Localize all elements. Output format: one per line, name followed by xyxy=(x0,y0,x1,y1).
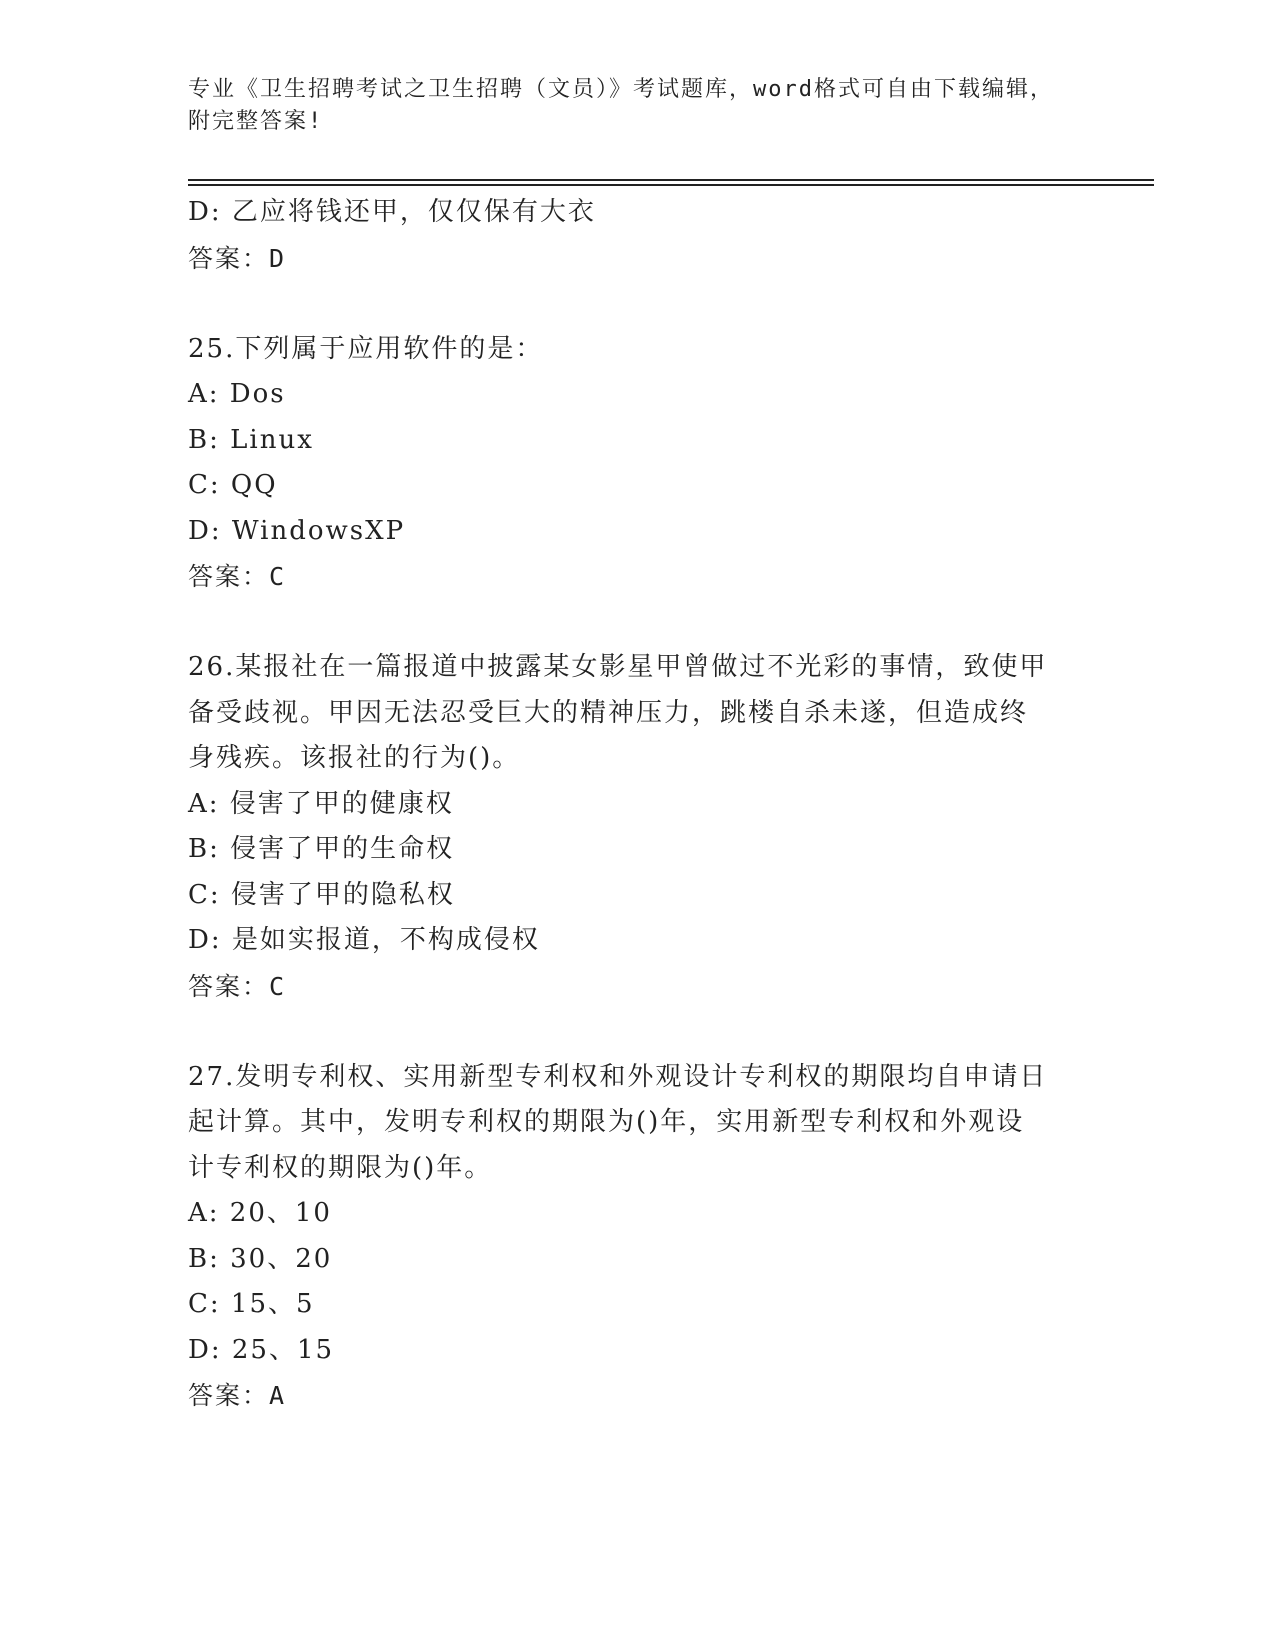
question-26-stem-line-2: 备受歧视。甲因无法忍受巨大的精神压力，跳楼自杀未遂，但造成终 xyxy=(188,697,1029,728)
question-26-option-c: C: 侵害了甲的隐私权 xyxy=(188,879,455,910)
question-27-stem-line-2: 起计算。其中，发明专利权的期限为()年，实用新型专利权和外观设 xyxy=(188,1107,1025,1137)
question-26-option-a: A: 侵害了甲的健康权 xyxy=(188,788,454,819)
answer-line: 答案：D xyxy=(188,243,287,273)
question-26-stem-line-3: 身残疾。该报社的行为()。 xyxy=(188,743,521,773)
question-25-option-b: B: Linux xyxy=(188,424,314,455)
header-rule-top xyxy=(188,179,1154,181)
question-27-stem-line-3: 计专利权的期限为()年。 xyxy=(188,1152,493,1183)
question-content xyxy=(188,190,1088,1419)
question-27-option-b: B: 30、20 xyxy=(188,1243,333,1274)
question-25-answer: 答案：C xyxy=(188,562,287,591)
question-27-option-c: C: 15、5 xyxy=(188,1289,315,1319)
document-header: 专业《卫生招聘考试之卫生招聘（文员）》考试题库，word格式可自由下载编辑，附完整答案! xyxy=(188,77,1054,134)
question-26-answer: 答案：C xyxy=(188,971,287,1001)
question-25-option-c: C: QQ xyxy=(188,470,278,500)
question-27-option-a: A: 20、10 xyxy=(188,1198,332,1228)
question-26-option-b: B: 侵害了甲的生命权 xyxy=(188,834,455,864)
question-26-option-d: D: 是如实报道，不构成侵权 xyxy=(188,925,540,955)
question-27-stem-line-1: 27.发明专利权、实用新型专利权和外观设计专利权的期限均自申请日 xyxy=(188,1061,1048,1092)
question-27-option-d: D: 25、15 xyxy=(188,1334,335,1365)
question-27-answer: 答案：A xyxy=(188,1381,287,1410)
question-25-option-d: D: WindowsXP xyxy=(188,515,406,546)
header-rule-bottom xyxy=(188,184,1154,186)
question-26-stem-line-1: 26.某报社在一篇报道中披露某女影星甲曾做过不光彩的事情，致使甲 xyxy=(188,652,1048,682)
option-d: D: 乙应将钱还甲，仅仅保有大衣 xyxy=(188,197,596,227)
question-25-option-a: A: Dos xyxy=(188,379,286,409)
question-25-stem: 25.下列属于应用软件的是： xyxy=(188,333,544,364)
